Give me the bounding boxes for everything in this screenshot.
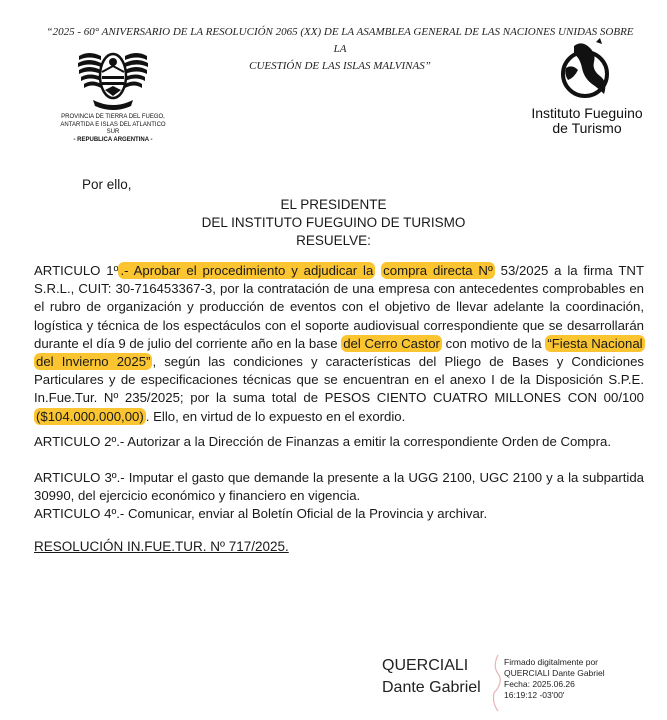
article-1-prefix: ARTICULO 1º (34, 263, 119, 278)
article-3: ARTICULO 3º.- Imputar el gasto que demande la presente a la UGG 2100, UGC 2100 y a la subpartida 30990, del ejercicio económico y financiero en vigencia. (34, 470, 644, 504)
province-caption-line1: PROVINCIA DE TIERRA DEL FUEGO, (61, 114, 165, 120)
authority-line3: RESUELVE: (296, 233, 371, 248)
article-1-highlight-direct-purchase: compra directa Nº (383, 263, 493, 278)
signature-detail-line3: Fecha: 2025.06.26 (504, 679, 575, 689)
signature-details (504, 657, 605, 701)
article-1-text-5: . Ello, en virtud de lo expuesto en el exordio. (145, 408, 406, 424)
article-1-text-2: 53/2025 a la firma TNT S.R.L., CUIT: 30-716453367-3, por la contratación de una empresa con antecedentes comprobables en el rubro de organización y producción de eventos con el objetivo de llevar adelante la coordinación, logística y técnica de los espectáculos con el soporte audiovisual correspondiente que se desarrollarán durante el día 9 de julio del corriente año en la base (34, 263, 644, 351)
article-1-highlight-approve: .- Aprobar el procedimiento y adjudicar la (120, 263, 374, 278)
province-caption-line3: - REPUBLICA ARGENTINA - (73, 136, 153, 143)
article-1-highlight-amount: ($104.000.000,00) (36, 408, 144, 424)
signer-given-names: Dante Gabriel (382, 679, 481, 696)
authority-line1: EL PRESIDENTE (280, 197, 387, 212)
article-1-text-3: con motivo de la (441, 335, 546, 351)
signature-detail-line1: Firmado digitalmente por (504, 657, 599, 667)
signer-surname: QUERCIALI (382, 657, 469, 674)
province-emblem-icon (75, 46, 151, 112)
province-logo (60, 46, 166, 144)
digital-signature (382, 655, 652, 715)
province-caption-line2: ANTARTIDA E ISLAS DEL ATLANTICO SUR (60, 121, 166, 135)
article-4: ARTICULO 4º.- Comunicar, enviar al Boletín Oficial de la Provincia y archivar. (34, 506, 488, 521)
article-1-highlight-fiesta: “Fiesta Nacional del Invierno 2025” (36, 335, 643, 370)
institute-emblem-icon (552, 38, 622, 104)
authority-line2: DEL INSTITUTO FUEGUINO DE TURISMO (201, 215, 466, 230)
signature-detail-line4: 16:19:12 -03'00' (504, 690, 565, 700)
signature-mark-icon (490, 653, 504, 713)
header-quote-line1: “2025 - 60° ANIVERSARIO DE LA RESOLUCIÓN 2065 (XX) DE LA ASAMBLEA GENERAL DE LAS NACIONES UNIDAS SOBRE LA (46, 26, 634, 55)
signature-detail-line2: QUERCIALI Dante Gabriel (504, 668, 605, 678)
signer-name (382, 655, 481, 699)
institute-logo (526, 38, 648, 136)
institute-name-line2: de Turismo (552, 120, 622, 136)
article-1-highlight-cerro-castor: del Cerro Castor (343, 335, 440, 351)
header-quote-line2: CUESTIÓN DE LAS ISLAS MALVINAS” (249, 60, 431, 72)
institute-name-line1: Instituto Fueguino (531, 105, 643, 121)
preamble: Por ello, (82, 177, 132, 192)
resolution-number: RESOLUCIÓN IN.FUE.TUR. Nº 717/2025. (34, 539, 289, 554)
article-2: ARTICULO 2º.- Autorizar a la Dirección de Finanzas a emitir la correspondiente Orden de Compra. (34, 434, 612, 449)
article-1-text-4: , según las condiciones y características del Pliego de Bases y Condiciones Particulares y de especificaciones técnicas que se encuentran en el anexo I de la Disposición S.P.E. In.Fue.Tur. Nº 235/2025; por la suma total de PESOS CIENTO CUATRO MILLONES CON 00/100 (34, 354, 644, 406)
article-1 (34, 262, 644, 426)
authority-heading (0, 196, 667, 250)
